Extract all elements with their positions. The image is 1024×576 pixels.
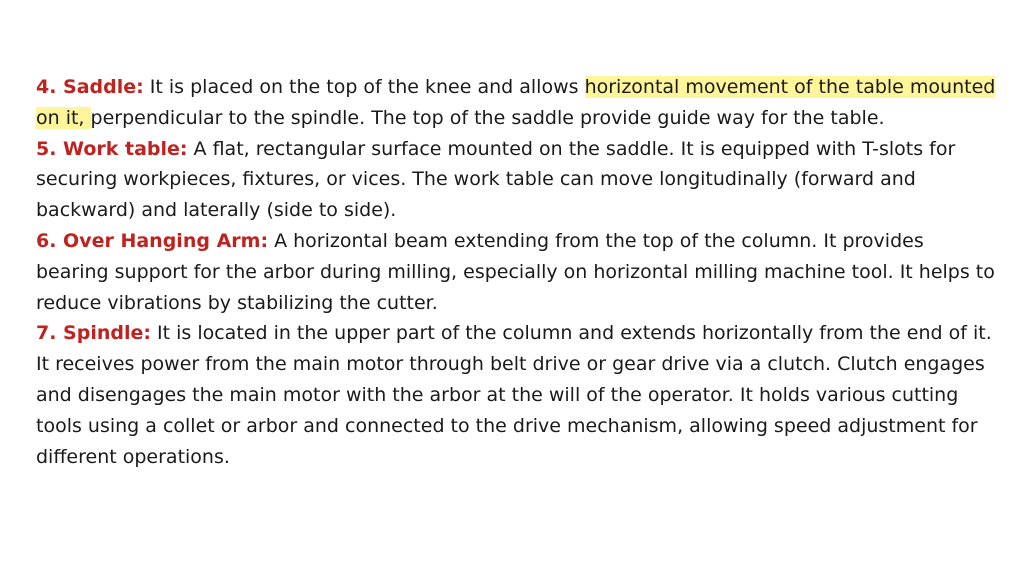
saddle-highlighted-text: horizontal movement of the table mounted on it, — [36, 76, 996, 129]
paragraph-over-hanging-arm — [36, 226, 996, 318]
paragraph-saddle — [36, 72, 996, 134]
paragraph-work-table — [36, 134, 996, 226]
saddle-text-before: It is placed on the top of the knee and allows — [143, 76, 585, 98]
saddle-text-after: perpendicular to the spindle. The top of the saddle provide guide way for the table. — [90, 106, 885, 129]
spindle-text: It is located in the upper part of the column and extends horizontally from the end of it. It receives power from the main motor through belt drive or gear drive via a clutch. Clutch engages and disengages the main motor with the arbor at the will of the operator. It holds various cutting tools using a collet or arbor and connected to the drive mechanism, allowing speed adjustment for different operations. — [36, 322, 992, 468]
document-body — [36, 72, 996, 472]
term-over-hanging-arm: 6. Over Hanging Arm: — [36, 229, 269, 252]
term-spindle: 7. Spindle: — [36, 322, 151, 345]
term-saddle: 4. Saddle: — [36, 76, 144, 98]
paragraph-spindle — [36, 318, 996, 472]
work-table-text: A flat, rectangular surface mounted on the saddle. It is equipped with T-slots for securing workpieces, fixtures, or vices. The work table can move longitudinally (forward and backward) and laterally (side to side). — [36, 137, 956, 222]
over-hanging-arm-text: A horizontal beam extending from the top of the column. It provides bearing support for the arbor during milling, especially on horizontal milling machine tool. It helps to reduce vibrations by stabilizing the cutter. — [36, 229, 995, 314]
term-work-table: 5. Work table: — [36, 137, 188, 160]
